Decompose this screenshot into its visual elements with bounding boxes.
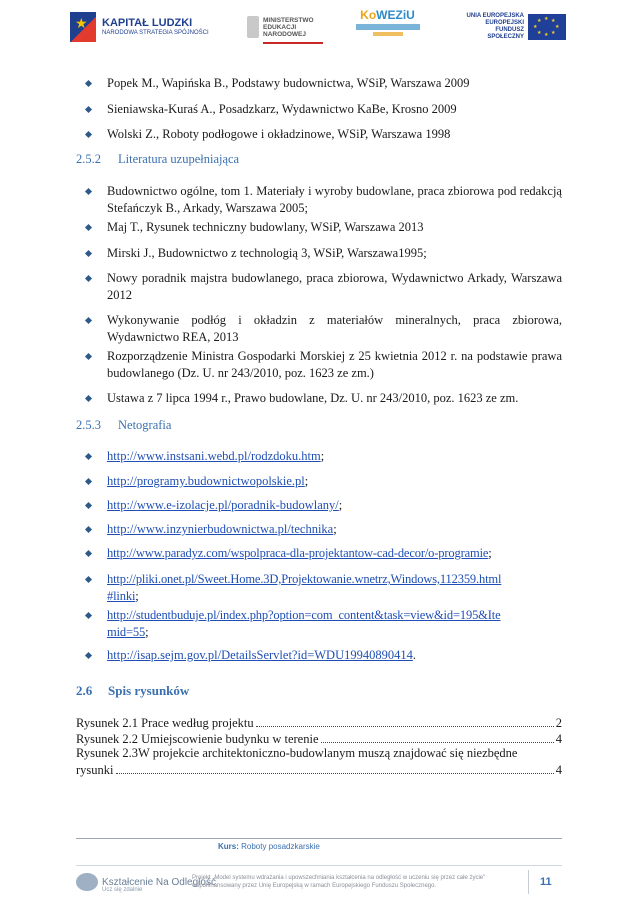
- ministry-line-1: MINISTERSTWO: [263, 16, 314, 24]
- bullet-icon: [85, 188, 92, 195]
- list-item: http://www.paradyz.com/wspolpraca-dla-projektantow-cad-decor/o-programie;: [76, 545, 562, 562]
- list-item: Wolski Z., Roboty podłogowe i okładzinowe, WSiP, Warszawa 1998: [76, 126, 562, 143]
- list-item: Sieniawska-Kuraś A., Posadzkarz, Wydawnictwo KaBe, Krosno 2009: [76, 101, 562, 118]
- ministry-line-3: NARODOWEJ: [263, 30, 306, 38]
- footer-separator: [528, 870, 529, 894]
- bullet-icon: [85, 453, 92, 460]
- list-item: Wykonywanie podłóg i okładzin z materiałów mineralnych, praca zbiorowa, Wydawnictwo REA, 2013: [76, 312, 562, 345]
- list-item: http://studentbuduje.pl/index.php?option=com_content&task=view&id=195&Ite mid=55;: [76, 607, 562, 640]
- bullet-icon: [85, 612, 92, 619]
- ue-line-3: FUNDUSZ SPOŁECZNY: [487, 27, 524, 40]
- list-item: http://www.inzynierbudownictwa.pl/technika;: [76, 521, 562, 538]
- list-item: Maj T., Rysunek techniczny budowlany, WSiP, Warszawa 2013: [76, 219, 562, 236]
- course-label: Kurs: Roboty posadzkarskie: [218, 842, 320, 851]
- bullet-icon: [85, 250, 92, 257]
- eu-flag-icon: ★ ★ ★ ★ ★ ★ ★ ★: [528, 14, 566, 40]
- kowezu-logo: KoWEZiU: [350, 8, 425, 46]
- ministry-line-2: EDUKACJI: [263, 23, 297, 31]
- ue-line-1: UNIA EUROPEJSKA: [466, 13, 524, 19]
- netografia-link[interactable]: http://pliki.onet.pl/Sweet.Home.3D,Projektowanie.wnetrz,Windows,112359.html: [107, 572, 502, 586]
- ue-line-2: EUROPEJSKI: [485, 20, 524, 26]
- bullet-icon: [85, 275, 92, 282]
- netografia-link[interactable]: http://www.instsani.webd.pl/rodzdoku.htm: [107, 449, 321, 463]
- page-number: 11: [540, 876, 552, 888]
- netografia-link[interactable]: http://studentbuduje.pl/index.php?option=com_content&task=view&id=195&Ite: [107, 608, 501, 622]
- list-item: http://programy.budownictwopolskie.pl;: [76, 473, 562, 490]
- kno-logo: Kształcenie Na Odległość Ucz się zdalnie: [76, 873, 216, 891]
- kowezu-k: K: [360, 8, 369, 22]
- netografia-link[interactable]: http://www.paradyz.com/wspolpraca-dla-projektantow-cad-decor/o-programie: [107, 546, 489, 560]
- bullet-icon: [85, 317, 92, 324]
- bullet-icon: [85, 502, 92, 509]
- netografia-link-cont[interactable]: mid=55: [107, 624, 146, 639]
- section-heading-2-5-3: 2.5.3 Netografia: [76, 418, 172, 432]
- list-item: http://isap.sejm.gov.pl/DetailsServlet?id=WDU19940890414.: [76, 647, 562, 664]
- kno-icon: [76, 873, 98, 891]
- list-item: Rozporządzenie Ministra Gospodarki Morskiej z 25 kwietnia 2012 r. na podstawie prawa budowlanego (Dz. U. nr 243/2010, poz. 1623 ze zm.): [76, 348, 562, 381]
- list-item: Mirski J., Budownictwo z technologią 3, WSiP, Warszawa1995;: [76, 245, 562, 262]
- netografia-link-cont[interactable]: #linki: [107, 588, 136, 603]
- bullet-icon: [85, 478, 92, 485]
- kapital-ludzki-flag-icon: [70, 12, 96, 42]
- section-heading-2-5-2: 2.5.2 Literatura uzupełniająca: [76, 152, 240, 166]
- kl-title: KAPITAŁ LUDZKI: [102, 17, 193, 29]
- bullet-icon: [85, 550, 92, 557]
- bullet-icon: [85, 224, 92, 231]
- eu-logo: [462, 8, 574, 46]
- eagle-icon: [247, 16, 259, 38]
- toc-entry[interactable]: Rysunek 2.1 Prace według projektu 2: [76, 716, 562, 730]
- list-item: http://www.e-izolacje.pl/poradnik-budowlany/;: [76, 497, 562, 514]
- list-item: Popek M., Wapińska B., Podstawy budownictwa, WSiP, Warszawa 2009: [76, 75, 562, 92]
- kowezu-rest: WEZiU: [376, 8, 415, 22]
- netografia-link[interactable]: http://programy.budownictwopolskie.pl: [107, 474, 305, 488]
- netografia-link[interactable]: http://www.inzynierbudownictwa.pl/technika: [107, 522, 334, 536]
- list-item: http://pliki.onet.pl/Sweet.Home.3D,Projektowanie.wnetrz,Windows,112359.html #linki;: [76, 571, 562, 604]
- list-item: http://www.instsani.webd.pl/rodzdoku.htm;: [76, 448, 562, 465]
- kl-subtitle: NARODOWA STRATEGIA SPÓJNOŚCI: [102, 30, 209, 36]
- project-info: Projekt „Model systemu wdrażania i upowszechniania kształcenia na odległość w uczeniu się przez całe życie” współfinansowany przez Unię Europejską w ramach Europejskiego Funduszu Społecznego.: [192, 875, 486, 889]
- footer-divider: [76, 838, 562, 839]
- list-item: Budownictwo ogólne, tom 1. Materiały i wyroby budowlane, praca zbiorowa pod redakcją Stefańczyk B., Arkady, Warszawa 2005;: [76, 183, 562, 216]
- toc-entry[interactable]: Rysunek 2.3W projekcie architektoniczno-budowlanym muszą znajdować się niezbędne rysunki 4: [76, 746, 562, 777]
- bullet-icon: [85, 131, 92, 138]
- bullet-icon: [85, 106, 92, 113]
- ministry-logo: [247, 8, 327, 46]
- bullet-icon: [85, 353, 92, 360]
- netografia-link[interactable]: http://isap.sejm.gov.pl/DetailsServlet?id=WDU19940890414: [107, 648, 413, 662]
- page-header: [0, 0, 638, 52]
- list-item: Nowy poradnik majstra budowlanego, praca zbiorowa, Wydawnictwo Arkady, Warszawa 2012: [76, 270, 562, 303]
- bullet-icon: [85, 526, 92, 533]
- bullet-icon: [85, 395, 92, 402]
- list-item: Ustawa z 7 lipca 1994 r., Prawo budowlane, Dz. U. nr 243/2010, poz. 1623 ze zm.: [76, 390, 562, 407]
- section-heading-2-6: 2.6 Spis rysunków: [76, 683, 190, 698]
- netografia-link[interactable]: http://www.e-izolacje.pl/poradnik-budowlany/: [107, 498, 339, 512]
- bullet-icon: [85, 576, 92, 583]
- bullet-icon: [85, 80, 92, 87]
- toc-entry[interactable]: Rysunek 2.2 Umiejscowienie budynku w terenie 4: [76, 732, 562, 746]
- kapital-ludzki-logo: [70, 8, 210, 46]
- bullet-icon: [85, 652, 92, 659]
